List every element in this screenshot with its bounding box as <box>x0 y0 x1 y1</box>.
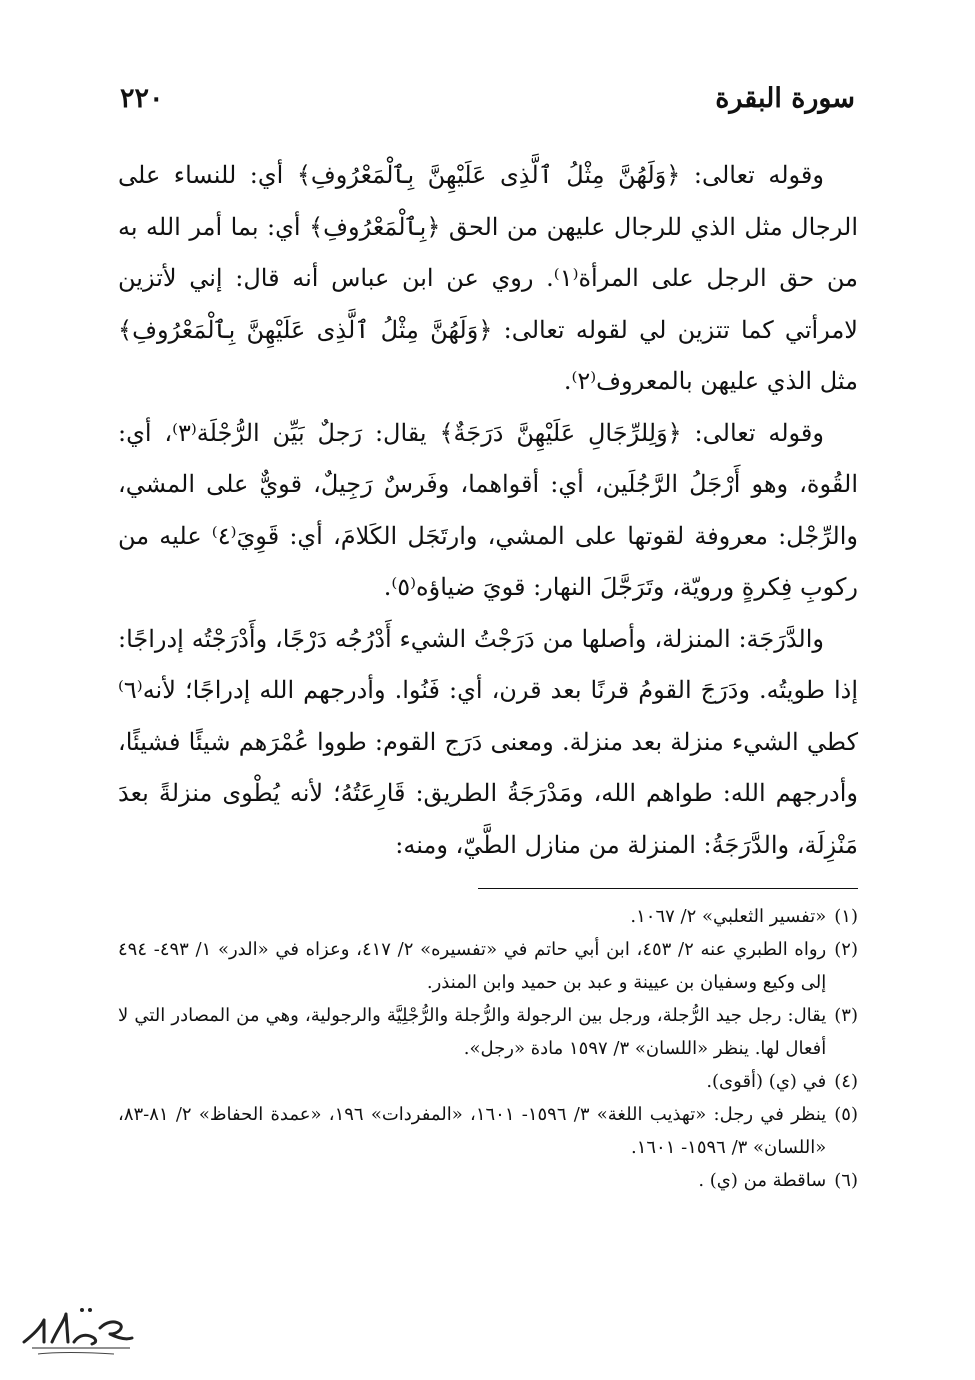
page-number: ٢٢٠ <box>120 82 164 114</box>
paragraph: وقوله تعالى: ﴿وَلَهُنَّ مِثْلُ ٱلَّذِى عَلَيْهِنَّ بِٱلْمَعْرُوفِ﴾ أي: للنساء على الرجال مثل الذي للرجال عليهن من الحق ﴿بِٱلْمَعْرُوفِ﴾ أي: بما أمر الله به من حق الرجل على المرأة⁽١⁾. روي عن ابن عباس أنه قال: إني لأتزين لامرأتي كما تتزين لي لقوله تعالى: ﴿وَلَهُنَّ مِثْلُ ٱلَّذِى عَلَيْهِنَّ بِٱلْمَعْرُوفِ﴾ مثل الذي عليهن بالمعروف⁽٢⁾. <box>118 161 858 395</box>
footnote-number: (١) <box>834 906 858 927</box>
footnote-text: رواه الطبري عنه ٢/ ٤٥٣، ابن أبي حاتم في «تفسيره» ٢/ ٤١٧، وعزاه في «الدر» ١/ ٤٩٣- ٤٩٤ إلى وكيع وسفيان بن عيينة و عبد بن حميد وابن المنذر. <box>118 939 827 993</box>
footnote <box>118 1164 858 1197</box>
footnote-number: (٥) <box>834 1104 858 1125</box>
paragraph: والدَّرَجَة: المنزلة، وأصلها من دَرَجْتُ الشيء أَدْرُجُه دَرْجًا، وأَدْرَجْتُه إدراجًا: إذا طويتُه. ودَرَجَ القومُ قرنًا بعد قرن، أي: فَنُوا. وأدرجهم الله إدراجًا؛ لأنه⁽٦⁾ كطي الشيء منزلة بعد منزلة. ومعنى دَرَج القوم: طووا عُمْرَهم شيئًا فشيئًا، وأدرجهم الله: طواهم الله، ومَدْرَجَةُ الطريق: قَارِعَتُهُ؛ لأنه يُطْوى منزلةً بعدَ مَنْزِلَة، والدَّرَجَةُ: المنزلة من منازل الطَّيّ، ومنه: <box>118 624 858 859</box>
footnote-number: (٢) <box>834 939 858 960</box>
footnote <box>118 1065 858 1098</box>
footnote-number: (٣) <box>834 1005 858 1026</box>
main-text <box>118 150 858 870</box>
running-header <box>120 78 855 118</box>
footnote-text: يقال: رجل جيد الرُّجلة، ورجل بين الرجولة والرُّجلة والرُّجْلِيَّة والرجولية، وهي من المصادر التي لا أفعال لها. ينظر «اللسان» ٣/ ١٥٩٧ مادة «رجل». <box>118 1005 827 1059</box>
footnote-text: ينظر في رجل: «تهذيب اللغة» ٣/ ١٥٩٦- ١٦٠١، «المفردات» ١٩٦، «عمدة الحفاظ» ٢/ ٨١-٨٣، «اللسان» ٣/ ١٥٩٦- ١٦٠١. <box>118 1104 827 1158</box>
footnote-number: (٦) <box>834 1170 858 1191</box>
footnote-text: «تفسير الثعلبي» ٢/ ١٠٦٧. <box>630 906 827 927</box>
footnote-text: في (ي) (أقوى). <box>706 1071 827 1092</box>
surah-title: سورة البقرة <box>715 82 855 114</box>
footnote-text: ساقطة من (ي) . <box>698 1170 827 1191</box>
footnote-number: (٤) <box>834 1071 858 1092</box>
footnote <box>118 1098 858 1164</box>
footnote <box>118 900 858 933</box>
calligraphy-watermark-icon <box>14 1298 140 1362</box>
paragraph: وقوله تعالى: ﴿وَلِلرِّجَالِ عَلَيْهِنَّ دَرَجَةٌ﴾ يقال: رَجلٌ بَيِّن الرُّجْلَة⁽٣⁾، أي: القُوة، وهو أَرْجَلُ الرَّجُلَين، أي: أقواهما، وفَرسٌ رَجِيلٌ، قويٌّ على المشي، والرِّجْل: معروفة لقوتها على المشي، وارتَجَل الكَلامَ، أي: قَوِيَ⁽٤⁾ عليه من ركوبِ فِكرةٍ ورويّة، وتَرَجَّلَ النهار: قويَ ضياؤه⁽٥⁾. <box>118 418 859 601</box>
footnote <box>118 999 858 1065</box>
footnote <box>118 933 858 999</box>
footnote-divider <box>478 888 858 889</box>
footnotes <box>118 900 858 1250</box>
